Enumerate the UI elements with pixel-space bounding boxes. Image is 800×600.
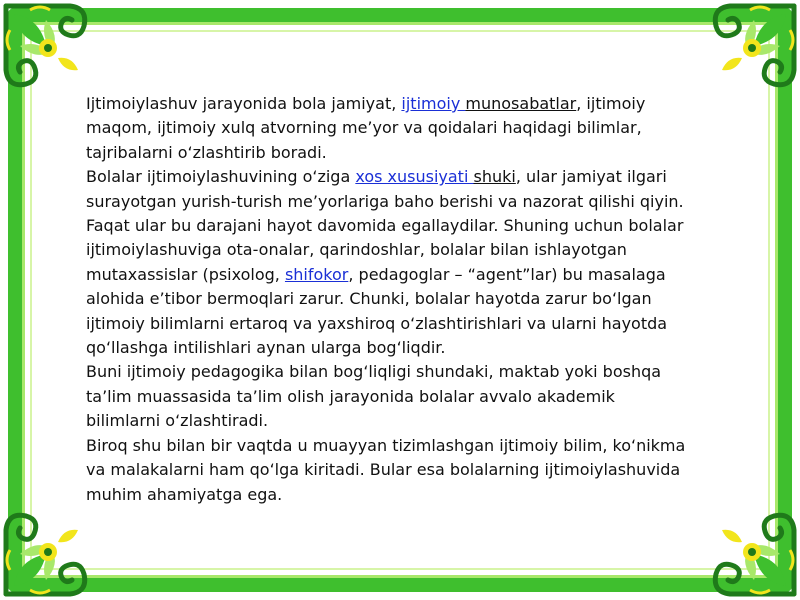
paragraph-text: Ijtimoiylashuv jarayonida bola jamiyat, (86, 94, 402, 113)
paragraph-text: , ijtimoiy maqom, ijtimoiy xulq atvorning me’yor va qoidalari haqidagi bilimlar, tajribalarni o‘zlashtirib boradi. (86, 94, 646, 162)
paragraph (86, 92, 686, 165)
hyperlink[interactable]: shifokor (284, 264, 349, 284)
paragraph (86, 360, 686, 433)
paragraph-text: Biroq shu bilan bir vaqtda u muayyan tizimlashgan ijtimoiy bilim, ko‘nikma va malakalarni ham qo‘lga kiritadi. Bular esa bolalarning ijtimoiylashuvida muhim ahamiyatga ega. (86, 435, 686, 504)
floral-corner-ornament-icon (690, 490, 800, 600)
underlined-text: shuki (473, 167, 516, 187)
paragraph (86, 165, 686, 360)
paragraph (86, 434, 686, 507)
underlined-text: munosabatlar (465, 94, 577, 113)
hyperlink[interactable]: xos xususiyati (355, 167, 474, 187)
floral-corner-ornament-icon (690, 0, 800, 110)
paragraph-text: Buni ijtimoiy pedagogika bilan bog‘liqligi shundaki, maktab yoki boshqa ta’lim muassasida ta’lim olish jarayonida bolalar avvalo akademik bilimlarni o‘zlashtiradi. (86, 362, 662, 431)
paragraph-text: Bolalar ijtimoiylashuvining o‘ziga (86, 167, 356, 187)
hyperlink[interactable]: ijtimoiy (401, 94, 466, 113)
paragraph-text: , ular jamiyat ilgari surayotgan yurish-turish me’yorlariga baho berishi va nazorat qilishi qiyin. Faqat ular bu darajani hayot davomida egallaydilar. Shuning uchun bolalar ijtimoiylashuviga ota-onalar, qarindoshlar, bolalar bilan ishlayotgan mutaxassislar (psixolog, (86, 167, 684, 284)
body-text (86, 92, 686, 507)
paragraph-text: , pedagoglar – “agent”lar) bu masalaga alohida e’tibor bermoqlari zarur. Chunki, bolalar hayotda zarur bo‘lgan ijtimoiy bilimlarni ertaroq va yaxshiroq o‘zlashtirishlari va ularni hayotda qo‘llashga intilishlari aynan ularga bog‘liqdir. (86, 264, 668, 358)
